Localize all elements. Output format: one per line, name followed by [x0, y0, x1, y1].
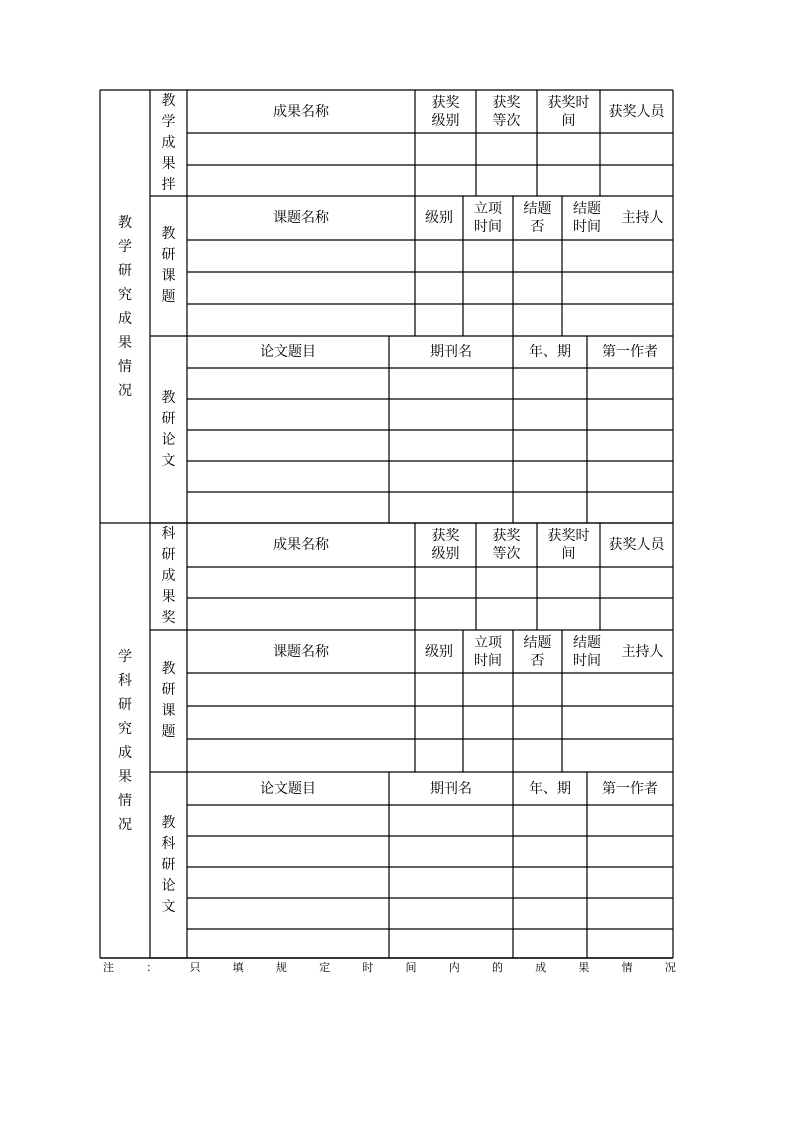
table-cell[interactable]	[390, 431, 512, 460]
table-cell[interactable]	[188, 868, 388, 897]
table-cell[interactable]	[588, 369, 672, 398]
table-cell[interactable]	[416, 740, 462, 771]
column-header: 主持人	[621, 643, 664, 660]
column-header: 立项 时间	[474, 634, 502, 669]
table-cell[interactable]	[416, 707, 462, 738]
column-header: 年、期	[529, 344, 571, 360]
table-cell[interactable]	[188, 134, 414, 164]
column-header: 立项 时间	[474, 201, 502, 235]
table-cell[interactable]	[538, 134, 599, 164]
table-cell[interactable]	[188, 493, 388, 522]
footnote	[103, 960, 676, 976]
table-cell[interactable]	[188, 674, 414, 705]
column-header: 获奖时 间	[547, 528, 590, 562]
table-cell[interactable]	[188, 400, 388, 429]
table-cell[interactable]	[601, 568, 672, 597]
table-cell[interactable]	[514, 431, 586, 460]
column-header: 成果名称	[273, 103, 329, 120]
table-cell[interactable]	[514, 400, 586, 429]
table-cell[interactable]	[464, 740, 512, 771]
table-cell[interactable]	[188, 305, 414, 335]
column-header: 年、期	[529, 780, 571, 797]
footnote-char: 内	[448, 961, 460, 974]
table-cell[interactable]	[514, 241, 561, 271]
table-cell[interactable]	[390, 899, 512, 928]
table-cell[interactable]	[588, 837, 672, 866]
column-header: 级别	[425, 643, 453, 660]
footnote-char: 情	[621, 961, 633, 974]
column-header: 获奖 等次	[492, 94, 521, 129]
table-cell[interactable]	[188, 241, 414, 271]
column-header: 获奖 级别	[431, 528, 460, 562]
table-cell[interactable]	[416, 273, 462, 303]
table-cell[interactable]	[588, 462, 672, 491]
table-cell[interactable]	[464, 273, 512, 303]
table-cell[interactable]	[538, 568, 599, 597]
table-cell[interactable]	[416, 166, 475, 195]
column-header: 课题名称	[273, 643, 329, 660]
footnote-char: 间	[405, 961, 417, 974]
footnote-char: 只	[189, 961, 201, 974]
block-label: 教 研 课 题	[161, 226, 176, 305]
table-cell[interactable]	[514, 707, 561, 738]
table-cell[interactable]	[464, 674, 512, 705]
table-cell[interactable]	[416, 599, 475, 629]
table-cell[interactable]	[188, 166, 414, 195]
footnote-char: 况	[664, 961, 676, 974]
block-label: 教 研 论 文	[161, 389, 176, 469]
footnote-char: 的	[491, 961, 503, 974]
table-cell[interactable]	[601, 166, 672, 195]
table-cell[interactable]	[390, 493, 512, 522]
table-cell[interactable]	[188, 740, 414, 771]
table-cell[interactable]	[188, 369, 388, 398]
table-cell[interactable]	[188, 431, 388, 460]
column-header: 课题名称	[273, 210, 329, 226]
column-header: 成果名称	[273, 537, 329, 553]
column-header: 结题 时间	[573, 634, 601, 669]
block-label: 教 研 课 题	[161, 661, 176, 740]
table-cell[interactable]	[464, 707, 512, 738]
column-header: 获奖时 间	[547, 94, 590, 129]
column-header: 获奖人员	[608, 537, 665, 553]
table-cell[interactable]	[588, 431, 672, 460]
column-header: 结题 时间	[573, 201, 601, 235]
footnote-char: 定	[319, 961, 331, 974]
table-cell[interactable]	[538, 599, 599, 629]
table-cell[interactable]	[188, 462, 388, 491]
table-cell[interactable]	[390, 868, 512, 897]
table-cell[interactable]	[563, 305, 672, 335]
table-cell[interactable]	[514, 837, 586, 866]
table-cell[interactable]	[588, 806, 672, 835]
table-cell[interactable]	[514, 369, 586, 398]
column-header: 第一作者	[602, 780, 658, 797]
table-cell[interactable]	[390, 400, 512, 429]
table-cell[interactable]	[477, 134, 536, 164]
table-cell[interactable]	[416, 241, 462, 271]
table-cell[interactable]	[514, 740, 561, 771]
table-cell[interactable]	[188, 568, 414, 597]
table-cell[interactable]	[188, 599, 414, 629]
table-cell[interactable]	[390, 806, 512, 835]
footnote-char: 填	[232, 961, 244, 974]
table-cell[interactable]	[416, 568, 475, 597]
table-cell[interactable]	[464, 241, 512, 271]
table-cell[interactable]	[188, 899, 388, 928]
table-cell[interactable]	[477, 599, 536, 629]
block-label: 教 科 研 论 文	[161, 814, 176, 915]
table-cell[interactable]	[416, 305, 462, 335]
table-cell[interactable]	[390, 930, 512, 957]
table-cell[interactable]	[390, 462, 512, 491]
table-cell[interactable]	[588, 493, 672, 522]
table-cell[interactable]	[188, 707, 414, 738]
table-cell[interactable]	[563, 740, 672, 771]
footnote-char: 规	[275, 961, 287, 974]
column-header: 论文题目	[260, 344, 316, 360]
section-title: 学 科 研 究 成 果 情 况	[118, 648, 132, 833]
column-header: 第一作者	[602, 344, 658, 360]
table-cell[interactable]	[514, 806, 586, 835]
table-cell[interactable]	[601, 134, 672, 164]
block-label: 科 研 成 果 奖	[161, 526, 176, 626]
table-cell[interactable]	[588, 868, 672, 897]
table-cell[interactable]	[514, 930, 586, 957]
table-cell[interactable]	[563, 241, 672, 271]
table-cell[interactable]	[588, 400, 672, 429]
table-cell[interactable]	[563, 674, 672, 705]
column-header: 级别	[425, 210, 453, 226]
table-cell[interactable]	[464, 305, 512, 335]
footnote-char: 果	[578, 961, 590, 974]
footnote-char: ：	[146, 961, 158, 974]
table-cell[interactable]	[538, 166, 599, 195]
table-cell[interactable]	[514, 899, 586, 928]
column-header: 主持人	[621, 210, 664, 226]
table-cell[interactable]	[514, 868, 586, 897]
table-cell[interactable]	[514, 305, 561, 335]
table-cell[interactable]	[514, 493, 586, 522]
section-title: 教 学 研 究 成 果 情 况	[118, 214, 132, 399]
footnote-char: 时	[362, 961, 374, 974]
column-header: 获奖 等次	[492, 528, 521, 562]
table-cell[interactable]	[390, 837, 512, 866]
table-cell[interactable]	[477, 568, 536, 597]
footnote-char: 注	[103, 961, 114, 974]
table-cell[interactable]	[416, 674, 462, 705]
table-cell[interactable]	[477, 166, 536, 195]
column-header: 结题 否	[523, 201, 552, 235]
table-cell[interactable]	[390, 369, 512, 398]
table-cell[interactable]	[563, 707, 672, 738]
table-cell[interactable]	[563, 273, 672, 303]
table-cell[interactable]	[188, 806, 388, 835]
table-cell[interactable]	[188, 837, 388, 866]
table-cell[interactable]	[588, 899, 672, 928]
block-label: 教 学 成 果 拌	[161, 92, 176, 193]
table-cell[interactable]	[514, 674, 561, 705]
table-cell[interactable]	[416, 134, 475, 164]
column-header: 获奖人员	[608, 103, 665, 120]
column-header: 获奖 级别	[431, 94, 460, 129]
table-cell[interactable]	[588, 930, 672, 957]
column-header: 期刊名	[430, 780, 472, 797]
table-cell[interactable]	[514, 462, 586, 491]
table-cell[interactable]	[188, 930, 388, 957]
table-cell[interactable]	[601, 599, 672, 629]
column-header: 论文题目	[260, 780, 316, 797]
column-header: 期刊名	[430, 344, 472, 360]
table-cell[interactable]	[188, 273, 414, 303]
column-header: 结题 否	[523, 634, 552, 669]
table-cell[interactable]	[514, 273, 561, 303]
footnote-char: 成	[535, 961, 547, 974]
